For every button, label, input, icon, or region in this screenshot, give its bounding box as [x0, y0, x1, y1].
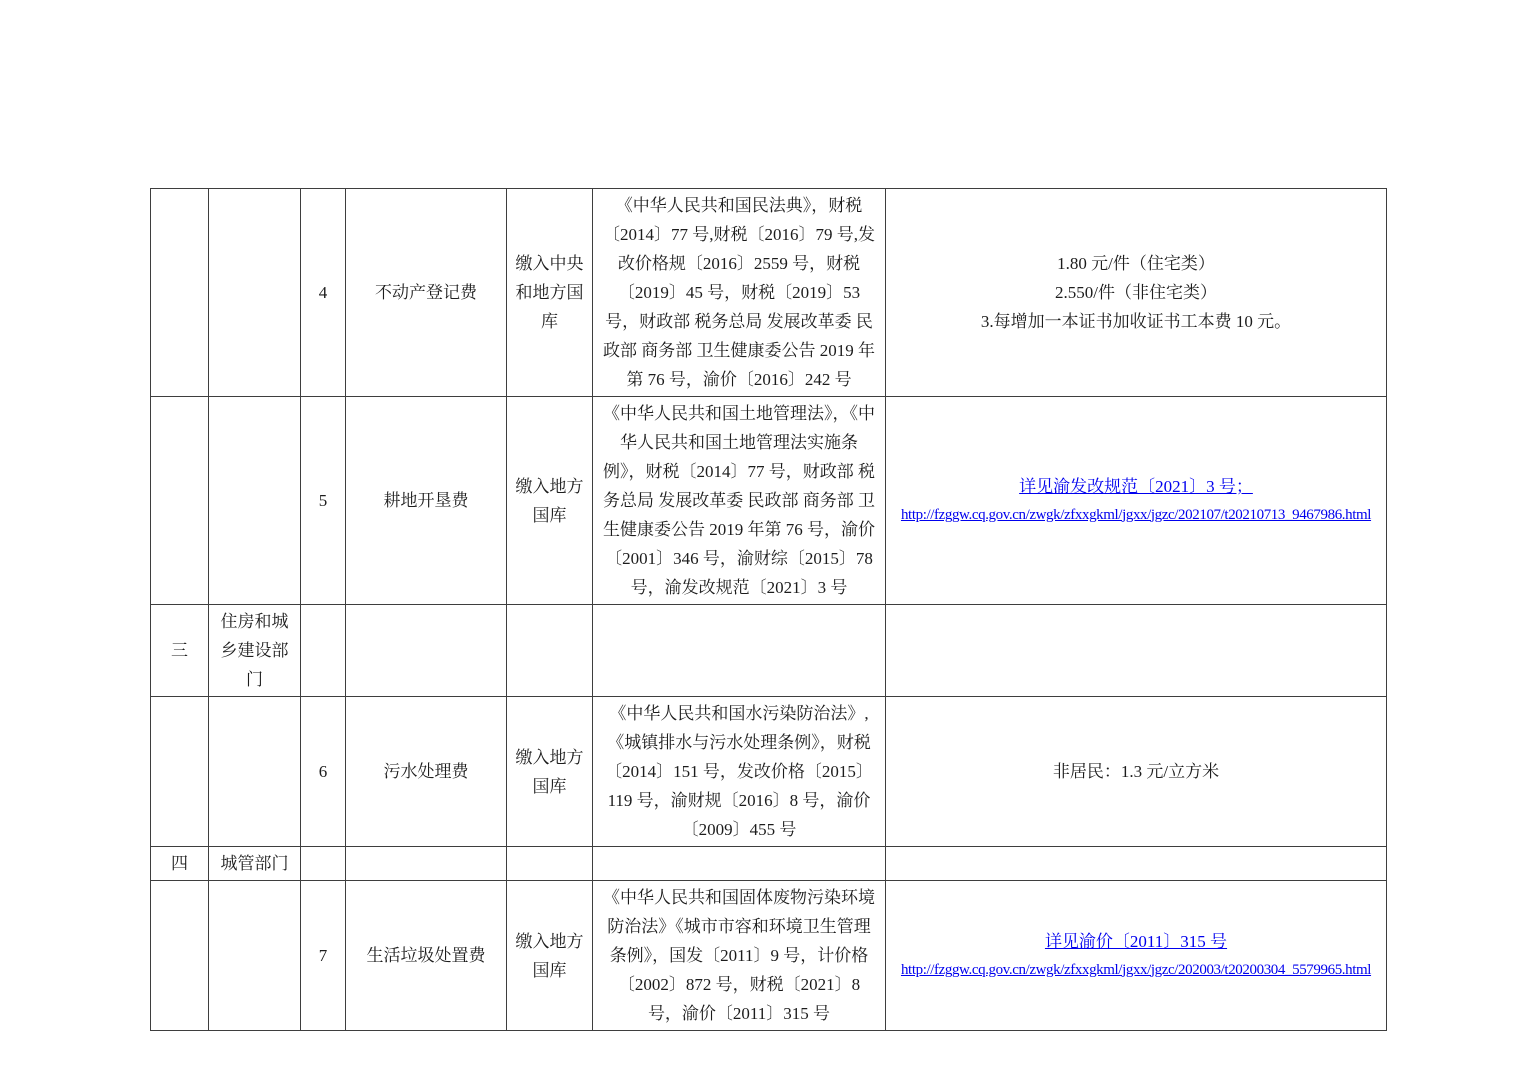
treasury-cell: [507, 605, 593, 697]
fee-standard-detail-link-line: [892, 472, 1380, 501]
fee-name-cell: [346, 847, 507, 881]
fee-standard-line: 3.每增加一本证书加收证书工本费 10 元。: [980, 312, 1292, 331]
table-row-fee-5: [151, 397, 1387, 605]
legal-basis-cell: [593, 847, 886, 881]
treasury-cell: [507, 847, 593, 881]
department-cell: [209, 189, 301, 397]
section-number-cell: [151, 397, 209, 605]
fee-standard-cell: [886, 397, 1387, 605]
fee-standard-cell: 非居民：1.3 元/立方米: [886, 697, 1387, 847]
fee-name-cell: 耕地开垦费: [346, 397, 507, 605]
table-row-section-3: [151, 605, 1387, 697]
section-number-cell: [151, 189, 209, 397]
table-row-fee-6: [151, 697, 1387, 847]
treasury-cell: 缴入地方国库: [507, 697, 593, 847]
detail-reference-link[interactable]: 详见渝发改规范〔2021〕3 号；: [1019, 476, 1253, 496]
fee-standard-line: 1.80 元/件（住宅类）: [1057, 254, 1215, 273]
department-cell: [209, 397, 301, 605]
item-number-cell: 4: [301, 189, 346, 397]
section-number-cell: [151, 697, 209, 847]
detail-reference-link[interactable]: 详见渝价〔2011〕315 号: [1044, 931, 1228, 951]
fee-standard-cell: [886, 189, 1387, 397]
legal-basis-cell: 《中华人民共和国水污染防治法》,《城镇排水与污水处理条例》，财税〔2014〕151 号，发改价格〔2015〕119 号，渝财规〔2016〕8 号，渝价〔2009〕455 号: [593, 697, 886, 847]
item-number-cell: [301, 605, 346, 697]
department-cell: 城管部门: [209, 847, 301, 881]
legal-basis-cell: 《中华人民共和国民法典》，财税〔2014〕77 号,财税〔2016〕79 号,发改价格规〔2016〕2559 号，财税〔2019〕45 号，财税〔2019〕53 号，财政部 税务总局 发展改革委 民政部 商务部 卫生健康委公告 2019 年第 76 号，渝价〔2016〕242 号: [593, 189, 886, 397]
detail-reference-url-link[interactable]: http://fzggw.cq.gov.cn/zwgk/zfxxgkml/jgxx/jgzc/202107/t20210713_9467986.html: [900, 506, 1372, 523]
section-number-cell: 三: [151, 605, 209, 697]
department-cell: [209, 697, 301, 847]
fee-standard-line: 2.550/件（非住宅类）: [1055, 283, 1217, 302]
legal-basis-cell: 《中华人民共和国土地管理法》，《中华人民共和国土地管理法实施条例》，财税〔2014〕77 号，财政部 税务总局 发展改革委 民政部 商务部 卫生健康委公告 2019 年第 76 号，渝价〔2001〕346 号，渝财综〔2015〕78 号，渝发改规范〔2021〕3 号: [593, 397, 886, 605]
fee-standard-url-line: [892, 956, 1380, 985]
fee-standard-url-line: [892, 501, 1380, 530]
fee-name-cell: 生活垃圾处置费: [346, 881, 507, 1031]
item-number-cell: 5: [301, 397, 346, 605]
legal-basis-cell: [593, 605, 886, 697]
table-row-fee-7: [151, 881, 1387, 1031]
fee-standard-detail-link-line: [892, 927, 1380, 956]
fee-name-cell: 污水处理费: [346, 697, 507, 847]
table-row-fee-4: [151, 189, 1387, 397]
item-number-cell: 7: [301, 881, 346, 1031]
section-number-cell: [151, 881, 209, 1031]
fee-standard-cell: [886, 605, 1387, 697]
department-cell: [209, 881, 301, 1031]
fee-name-cell: [346, 605, 507, 697]
section-number-cell: 四: [151, 847, 209, 881]
fee-name-cell: 不动产登记费: [346, 189, 507, 397]
treasury-cell: 缴入地方国库: [507, 881, 593, 1031]
table-row-section-4: [151, 847, 1387, 881]
department-cell: 住房和城乡建设部门: [209, 605, 301, 697]
legal-basis-cell: 《中华人民共和国固体废物污染环境防治法》《城市市容和环境卫生管理条例》，国发〔2011〕9 号，计价格〔2002〕872 号，财税〔2021〕8 号，渝价〔2011〕315 号: [593, 881, 886, 1031]
fee-standard-cell: [886, 847, 1387, 881]
fee-schedule-table: [150, 188, 1387, 1031]
treasury-cell: 缴入中央和地方国库: [507, 189, 593, 397]
item-number-cell: 6: [301, 697, 346, 847]
item-number-cell: [301, 847, 346, 881]
treasury-cell: 缴入地方国库: [507, 397, 593, 605]
detail-reference-url-link[interactable]: http://fzggw.cq.gov.cn/zwgk/zfxxgkml/jgxx/jgzc/202003/t20200304_5579965.html: [900, 961, 1372, 978]
fee-standard-cell: [886, 881, 1387, 1031]
